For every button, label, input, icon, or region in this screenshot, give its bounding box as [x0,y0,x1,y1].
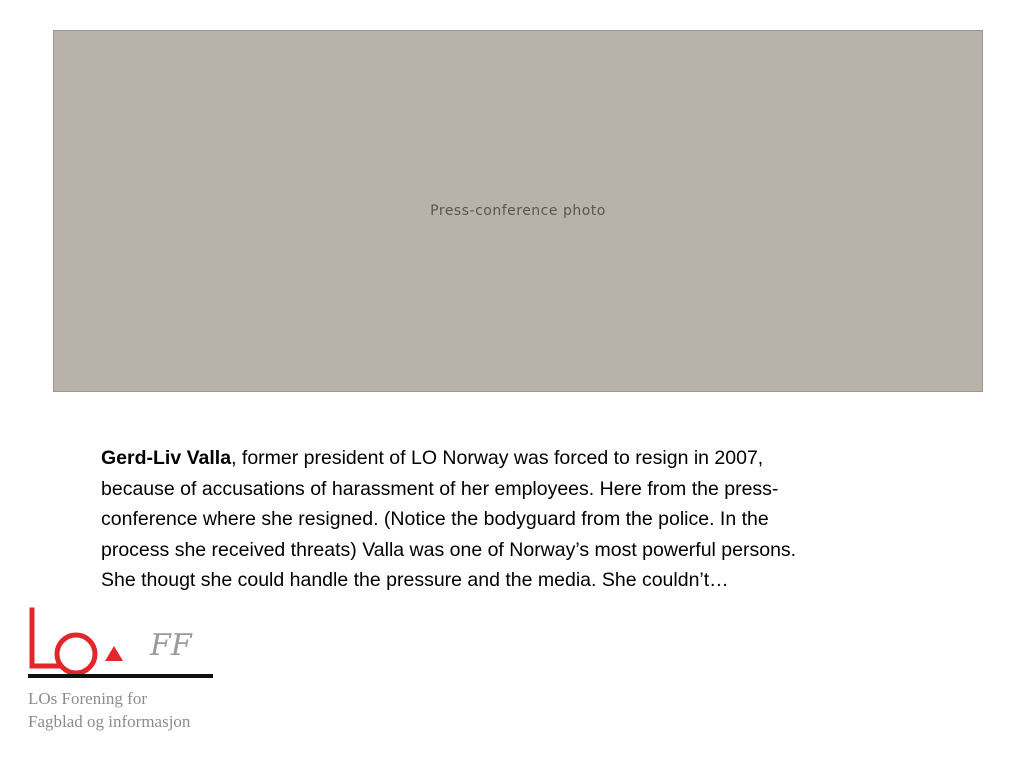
caption [101,443,951,596]
caption-line-1: , former president of LO Norway was forced to resign in 2007, [231,447,764,469]
logo-ff-text: FF [150,628,192,663]
caption-line-4: process she received threats) Valla was one of Norway’s most powerful persons. [101,538,797,561]
photo-placeholder [53,30,983,392]
caption-line-2: because of accusations of harassment of her employees. Here from the press- [101,477,779,500]
caption-line-3: conference where she resigned. (Notice the bodyguard from the police. In the [101,508,769,530]
caption-line-5: She thougt she could handle the pressure and the media. She couldn’t… [101,569,729,591]
photo-label: Press-conference photo [430,203,606,219]
lo-ff-logo [26,606,226,736]
lo-logo-mark [26,606,226,686]
logo-org-line-2: Fagblad og informasjon [28,712,191,731]
caption-lead: Gerd-Liv Valla [101,447,232,469]
logo-org-line-1: LOs Forening for [28,689,147,708]
